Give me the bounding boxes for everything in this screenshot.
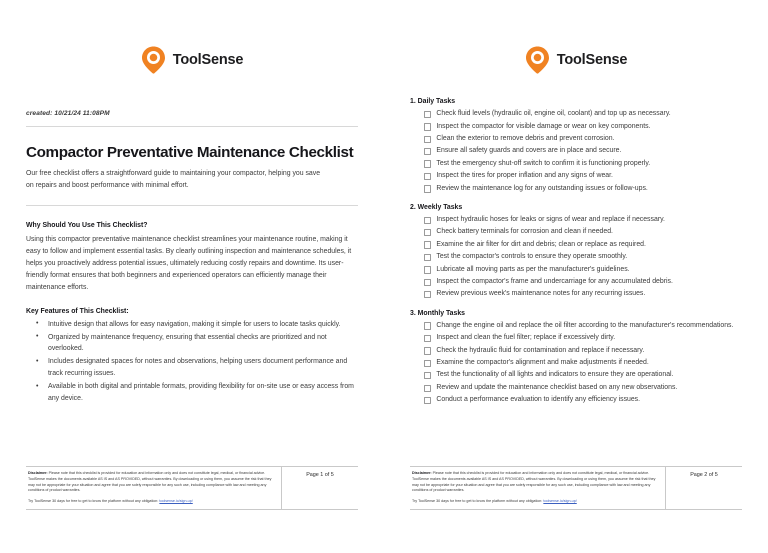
- group-title: 3. Monthly Tasks: [410, 309, 466, 317]
- checkbox-icon[interactable]: [424, 148, 431, 155]
- checkbox-icon[interactable]: [424, 360, 431, 367]
- task-group-weekly: [410, 204, 742, 301]
- checkbox-icon[interactable]: [424, 111, 431, 118]
- task-row[interactable]: [424, 263, 742, 275]
- brand-name: ToolSense: [556, 51, 628, 68]
- task-label: Test the emergency shut-off switch to confirm it is functioning properly.: [436, 159, 651, 167]
- checkbox-icon[interactable]: [424, 185, 431, 192]
- disclaimer-text: [28, 471, 275, 494]
- task-label: Review previous week's maintenance notes for any recurring issues.: [436, 290, 646, 298]
- task-row[interactable]: [424, 108, 742, 120]
- page-footer: [26, 466, 358, 510]
- checkbox-icon[interactable]: [424, 160, 431, 167]
- task-group-monthly: [410, 310, 742, 407]
- checkbox-icon[interactable]: [424, 254, 431, 261]
- task-label: Conduct a performance evaluation to identify any efficiency issues.: [436, 396, 641, 404]
- why-use-heading: Why Should You Use This Checklist?: [26, 222, 148, 230]
- task-row[interactable]: [424, 239, 742, 251]
- task-label: Clean the exterior to remove debris and prevent corrosion.: [436, 134, 615, 142]
- page-subtitle: Our free checklist offers a straightforward guide to maintaining your compactor, helping you save on repairs and boost performance with minimal effort.: [26, 170, 321, 189]
- checklist: [410, 98, 742, 407]
- trial-text: [412, 499, 659, 505]
- task-row[interactable]: [424, 145, 742, 157]
- task-label: Test the compactor's controls to ensure they operate smoothly.: [436, 253, 628, 261]
- divider-top: [26, 126, 358, 127]
- task-row[interactable]: [424, 345, 742, 357]
- page-title: Compactor Preventative Maintenance Checklist: [26, 144, 354, 161]
- brand-name: ToolSense: [172, 51, 244, 68]
- task-label: Examine the air filter for dirt and debris; clean or replace as required.: [436, 240, 646, 248]
- task-row[interactable]: [424, 120, 742, 132]
- created-timestamp: created: 10/21/24 11:08PM: [26, 110, 110, 117]
- task-row[interactable]: [424, 394, 742, 406]
- document-page-2: [384, 0, 768, 553]
- task-label: Inspect the tires for proper inflation and any signs of wear.: [436, 172, 613, 180]
- group-title: 2. Weekly Tasks: [410, 203, 463, 211]
- task-row[interactable]: [424, 251, 742, 263]
- brand-logo: [26, 0, 358, 74]
- footer-disclaimer-block: [26, 467, 281, 509]
- task-label: Check battery terminals for corrosion and clean if needed.: [436, 228, 613, 236]
- task-row[interactable]: [424, 357, 742, 369]
- task-label: Review and update the maintenance checklist based on any new observations.: [436, 383, 678, 391]
- location-pin-icon: [141, 46, 166, 74]
- signup-link[interactable]: toolsense.io/sign-up/: [159, 499, 193, 504]
- footer-page-number-cell: [281, 467, 358, 509]
- checkbox-icon[interactable]: [424, 397, 431, 404]
- divider-mid: [26, 205, 358, 206]
- checkbox-icon[interactable]: [424, 229, 431, 236]
- key-features-list: [26, 319, 358, 405]
- checkbox-icon[interactable]: [424, 217, 431, 224]
- task-row[interactable]: [424, 182, 742, 194]
- list-item: • Includes designated spaces for notes and observations, helping users document performance and track recurring issues.: [46, 356, 358, 380]
- task-row[interactable]: [424, 288, 742, 300]
- checkbox-icon[interactable]: [424, 385, 431, 392]
- checkbox-icon[interactable]: [424, 347, 431, 354]
- checkbox-icon[interactable]: [424, 322, 431, 329]
- task-label: Change the engine oil and replace the oil filter according to the manufacturer's recommendations.: [436, 321, 734, 329]
- task-row[interactable]: [424, 170, 742, 182]
- checkbox-icon[interactable]: [424, 291, 431, 298]
- brand-logo: [410, 0, 742, 74]
- task-group-daily: [410, 98, 742, 195]
- task-label: Ensure all safety guards and covers are in place and secure.: [436, 147, 622, 155]
- list-item: • Organized by maintenance frequency, ensuring that essential checks are prioritized and not overlooked.: [46, 332, 358, 356]
- task-row[interactable]: [424, 320, 742, 332]
- list-item: • Available in both digital and printable formats, providing flexibility for on-site use or easy access from any device.: [46, 381, 358, 405]
- page-number: Page 1 of 5: [306, 472, 334, 478]
- disclaimer-label: Disclaimer:: [412, 471, 432, 475]
- task-row[interactable]: [424, 276, 742, 288]
- task-label: Lubricate all moving parts as per the manufacturer's guidelines.: [436, 265, 630, 273]
- trial-text: [28, 499, 275, 505]
- checkbox-icon[interactable]: [424, 372, 431, 379]
- task-label: Test the functionality of all lights and indicators to ensure they are operational.: [436, 371, 674, 379]
- footer-page-number-cell: [665, 467, 742, 509]
- page-number: Page 2 of 5: [690, 472, 718, 478]
- key-features-heading: Key Features of This Checklist:: [26, 307, 129, 315]
- task-label: Inspect hydraulic hoses for leaks or signs of wear and replace if necessary.: [436, 215, 665, 223]
- page-footer: [410, 466, 742, 510]
- checkbox-icon[interactable]: [424, 136, 431, 143]
- group-title: 1. Daily Tasks: [410, 98, 456, 105]
- trial-copy: Try ToolSense 30 days for free to get to know the platform without any obligation:: [412, 499, 544, 504]
- task-row[interactable]: [424, 369, 742, 381]
- location-pin-icon: [525, 46, 550, 74]
- trial-copy: Try ToolSense 30 days for free to get to know the platform without any obligation:: [28, 499, 160, 504]
- disclaimer-label: Disclaimer:: [28, 471, 48, 475]
- task-row[interactable]: [424, 158, 742, 170]
- checkbox-icon[interactable]: [424, 335, 431, 342]
- task-label: Check fluid levels (hydraulic oil, engine oil, coolant) and top up as necessary.: [436, 110, 671, 118]
- disclaimer-text: [412, 471, 659, 494]
- checkbox-icon[interactable]: [424, 123, 431, 130]
- signup-link[interactable]: toolsense.io/sign-up/: [543, 499, 577, 504]
- checkbox-icon[interactable]: [424, 266, 431, 273]
- task-row[interactable]: [424, 382, 742, 394]
- checkbox-icon[interactable]: [424, 173, 431, 180]
- why-use-body: Using this compactor preventative maintenance checklist streamlines your maintenance routine, making it easy to follow and implement essential tasks. By clearly outlining inspection and maintenance schedules, it helps you proactively address potential issues, ultimately reducing costly repairs and downtime. Its user-friendly format ensures that both beginners and experienced operators can efficiently manage their maintenance efforts.: [26, 236, 352, 291]
- task-label: Inspect and clean the fuel filter; replace if excessively dirty.: [436, 334, 616, 342]
- task-row[interactable]: [424, 332, 742, 344]
- task-row[interactable]: [424, 133, 742, 145]
- checkbox-icon[interactable]: [424, 279, 431, 286]
- task-row[interactable]: [424, 214, 742, 226]
- disclaimer-body: Please note that this checklist is provided for education and information only and does not constitute legal, medical, or financial advice. ToolSense makes the documents available AS IS and AS PROVIDED, without warranties. By downloading or using them, you assume the risk that they may not be appropriate for your situation and agree that you are solely responsible for any such use, including compliance with law and meeting any conditions of product warranties.: [28, 471, 272, 493]
- task-label: Review the maintenance log for any outstanding issues or follow-ups.: [436, 184, 648, 192]
- task-label: Inspect the compactor for visible damage or wear on key components.: [436, 122, 651, 130]
- task-row[interactable]: [424, 226, 742, 238]
- task-label: Examine the compactor's alignment and make adjustments if needed.: [436, 359, 649, 366]
- list-item: • Intuitive design that allows for easy navigation, making it simple for users to locate tasks quickly.: [46, 319, 358, 331]
- footer-disclaimer-block: [410, 467, 665, 509]
- task-label: Inspect the compactor's frame and undercarriage for any accumulated debris.: [436, 277, 673, 285]
- task-label: Check the hydraulic fluid for contamination and replace if necessary.: [436, 346, 645, 354]
- disclaimer-body: Please note that this checklist is provided for education and information only and does not constitute legal, medical, or financial advice. ToolSense makes the documents available AS IS and AS PROVIDED, without warranties. By downloading or using them, you assume the risk that they may not be appropriate for your situation and agree that you are solely responsible for any such use, including compliance with law and meeting any conditions of product warranties.: [412, 471, 656, 493]
- checkbox-icon[interactable]: [424, 241, 431, 248]
